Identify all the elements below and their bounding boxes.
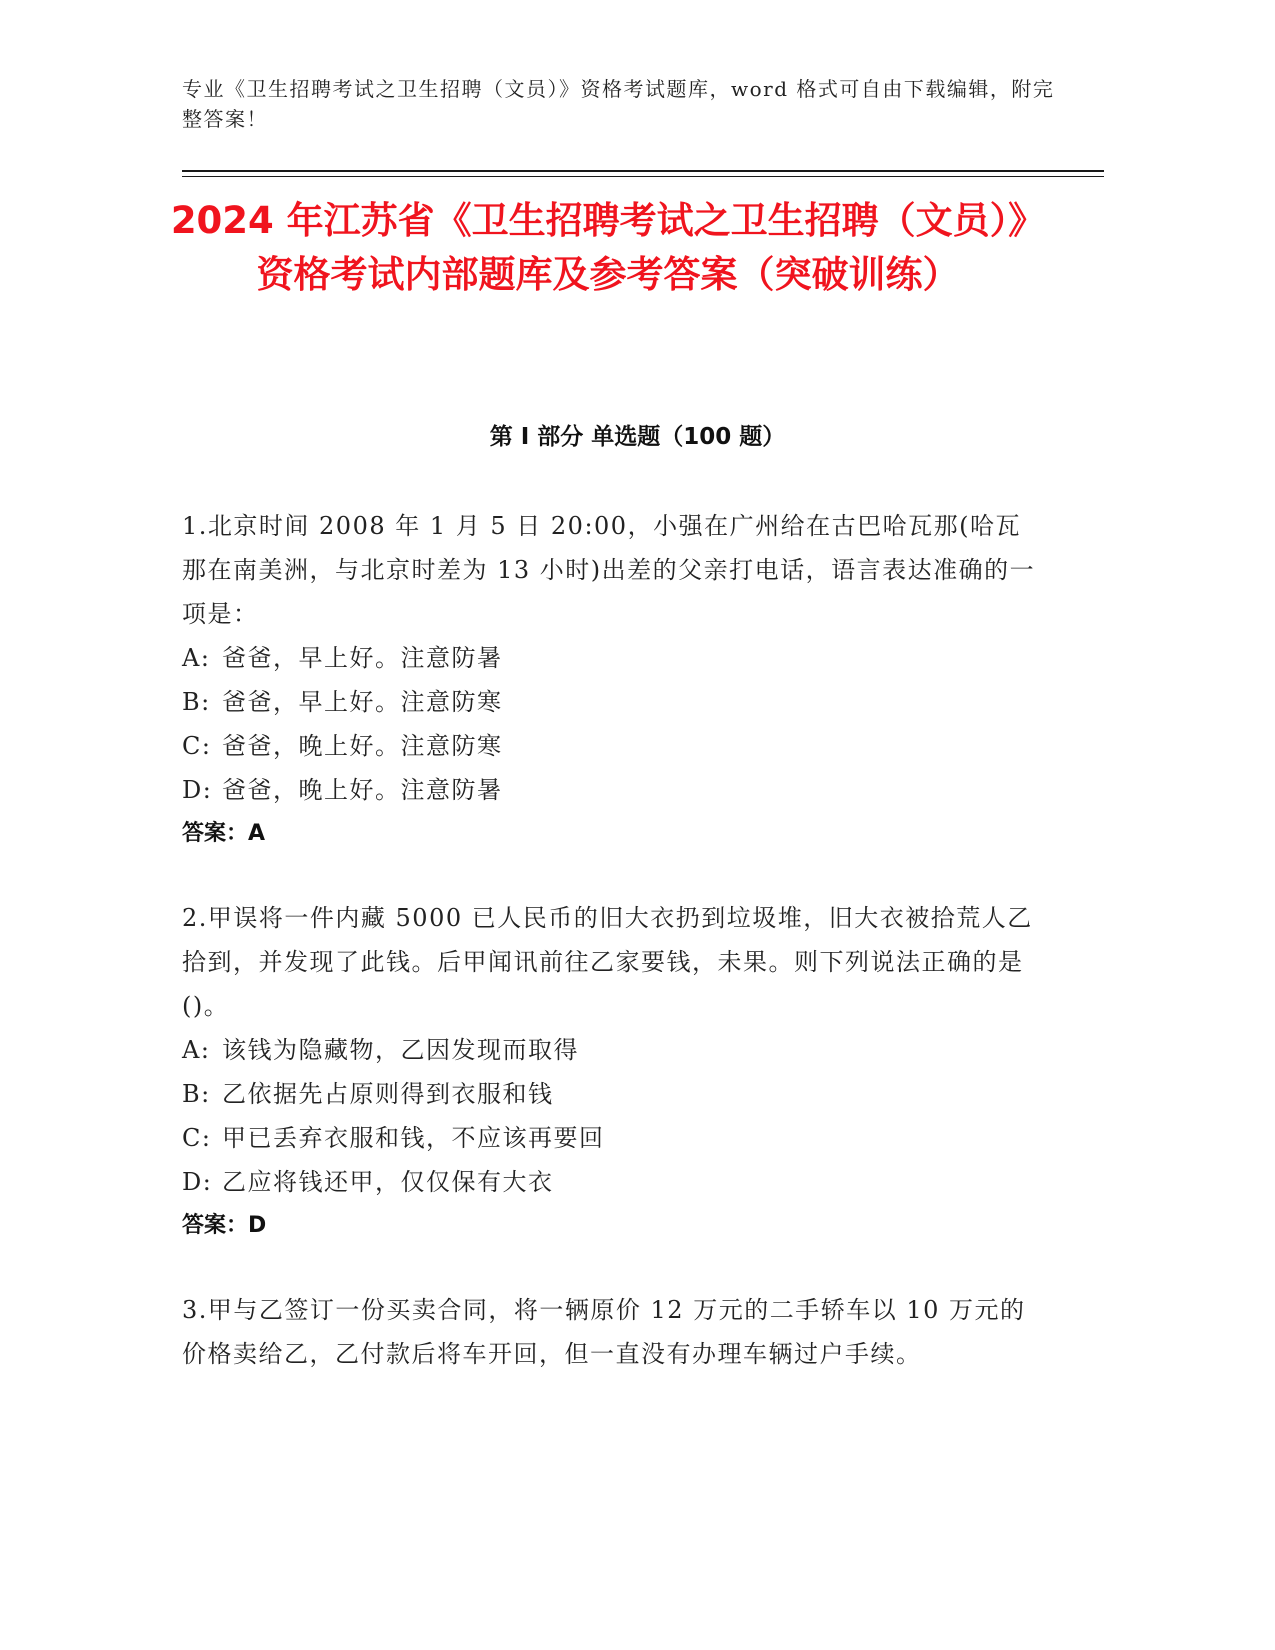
option-text: 乙应将钱还甲，仅仅保有大衣 [222, 1168, 554, 1196]
option-text: 爸爸，晚上好。注意防暑 [222, 776, 503, 804]
option-letter: A: [182, 1036, 211, 1064]
option-letter: D: [182, 1168, 213, 1196]
option-letter: C: [182, 1124, 212, 1152]
option-text: 乙依据先占原则得到衣服和钱 [222, 1080, 554, 1108]
option-d [182, 768, 1042, 812]
answer-line: 答案：D [182, 1213, 267, 1238]
option-b [182, 1072, 1042, 1116]
option-letter: D: [182, 776, 213, 804]
section-heading: 第 I 部分 单选题（100 题） [489, 424, 786, 450]
option-text: 该钱为隐藏物，乙因发现而取得 [222, 1036, 579, 1064]
question-2 [182, 896, 1042, 1248]
question-1 [182, 504, 1042, 856]
option-letter: A: [182, 644, 211, 672]
option-a [182, 636, 1042, 680]
header-note: 专业《卫生招聘考试之卫生招聘（文员）》资格考试题库，word 格式可自由下载编辑，附完整答案！ [182, 77, 1055, 131]
option-letter: B: [182, 1080, 211, 1108]
header-rule-thick [182, 170, 1104, 172]
question-list [182, 504, 1042, 1416]
question-3 [182, 1288, 1042, 1376]
option-c [182, 1116, 1042, 1160]
option-c [182, 724, 1042, 768]
answer-line: 答案：A [182, 821, 266, 846]
option-letter: C: [182, 732, 212, 760]
option-text: 爸爸，晚上好。注意防寒 [222, 732, 503, 760]
option-text: 爸爸，早上好。注意防寒 [222, 688, 503, 716]
header-rule-thin [182, 176, 1104, 177]
option-a [182, 1028, 1042, 1072]
option-b [182, 680, 1042, 724]
question-stem: 3.甲与乙签订一份买卖合同，将一辆原价 12 万元的二手轿车以 10 万元的价格卖给乙，乙付款后将车开回，但一直没有办理车辆过户手续。 [182, 1296, 1026, 1368]
option-text: 爸爸，早上好。注意防暑 [222, 644, 503, 672]
question-stem: 1.北京时间 2008 年 1 月 5 日 20:00，小强在广州给在古巴哈瓦那(哈瓦那在南美洲，与北京时差为 13 小时)出差的父亲打电话，语言表达准确的一项是： [182, 512, 1036, 628]
question-stem: 2.甲误将一件内藏 5000 已人民币的旧大衣扔到垃圾堆，旧大衣被拾荒人乙拾到，并发现了此钱。后甲闻讯前往乙家要钱，未果。则下列说法正确的是()。 [182, 904, 1033, 1020]
option-d [182, 1160, 1042, 1204]
option-letter: B: [182, 688, 211, 716]
option-text: 甲已丢弃衣服和钱，不应该再要回 [222, 1124, 605, 1152]
document-title: 2024 年江苏省《卫生招聘考试之卫生招聘（文员）》资格考试内部题库及参考答案（突破训练） [170, 199, 1046, 296]
